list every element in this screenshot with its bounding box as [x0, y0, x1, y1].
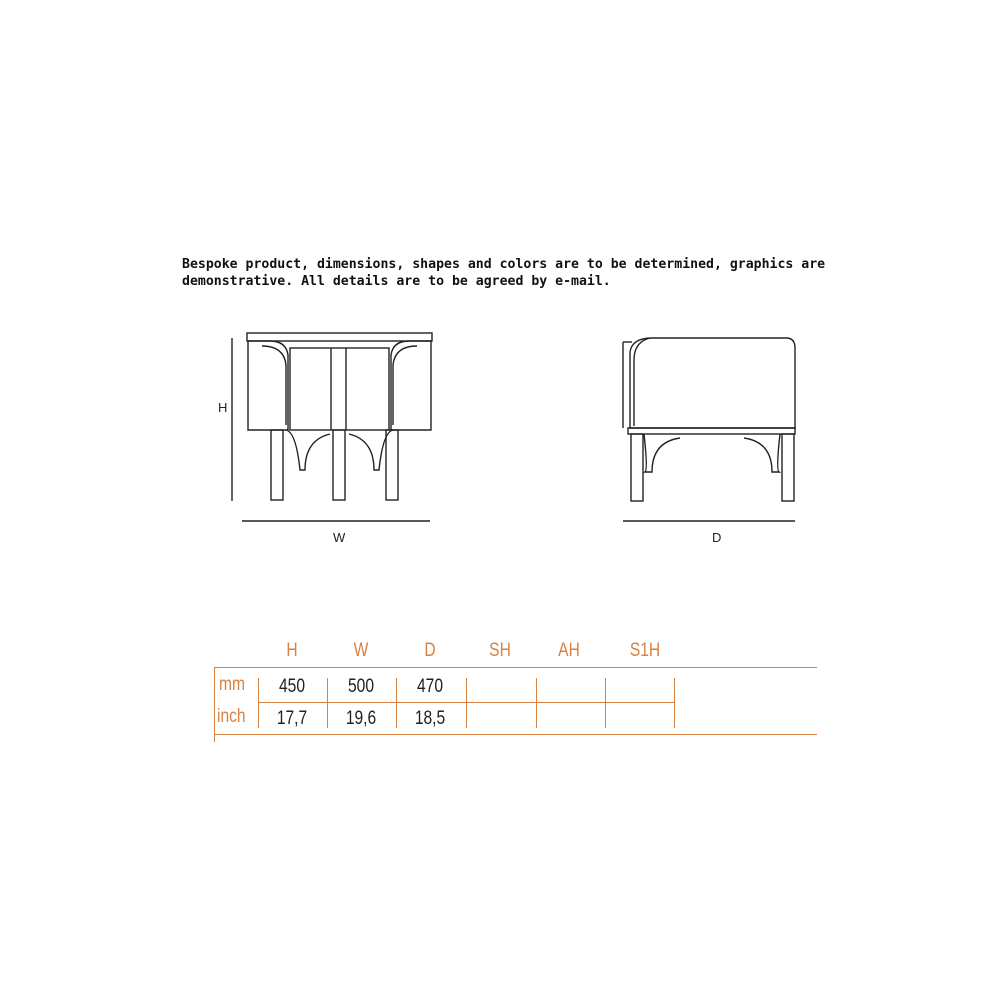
header-sh: SH [489, 640, 511, 661]
cell-mm-h: 450 [278, 676, 305, 697]
front-back-panel [290, 348, 389, 430]
header-w: W [353, 640, 369, 661]
table-bottom-rule [214, 734, 817, 735]
cell-inch-h: 17,7 [276, 708, 308, 729]
disclaimer-line-1: Bespoke product, dimensions, shapes and colors are to be determined, graphics are [182, 257, 826, 272]
cell-mm-d: 470 [416, 676, 443, 697]
table-top-rule [214, 667, 817, 668]
width-label: W [333, 530, 346, 545]
front-leg-center [333, 430, 345, 500]
side-body [630, 338, 795, 428]
disclaimer-line-2: demonstrative. All details are to be agreed by e-mail. [182, 274, 611, 289]
front-leg-left [271, 430, 283, 500]
height-label: H [218, 400, 228, 415]
cell-mm-w: 500 [347, 676, 374, 697]
side-view [623, 338, 795, 521]
cell-inch-w: 19,6 [345, 708, 377, 729]
front-top [247, 333, 432, 341]
side-leg-front [631, 434, 643, 501]
depth-label: D [712, 530, 722, 545]
header-d: D [424, 640, 436, 661]
table-left-rule [214, 667, 215, 742]
side-leg-back [782, 434, 794, 501]
front-view [232, 333, 432, 521]
header-ah: AH [558, 640, 580, 661]
cell-inch-d: 18,5 [414, 708, 446, 729]
front-leg-right [386, 430, 398, 500]
header-s1h: S1H [629, 640, 661, 661]
unit-mm: mm [219, 674, 245, 695]
unit-inch: inch [217, 706, 246, 727]
header-h: H [286, 640, 298, 661]
